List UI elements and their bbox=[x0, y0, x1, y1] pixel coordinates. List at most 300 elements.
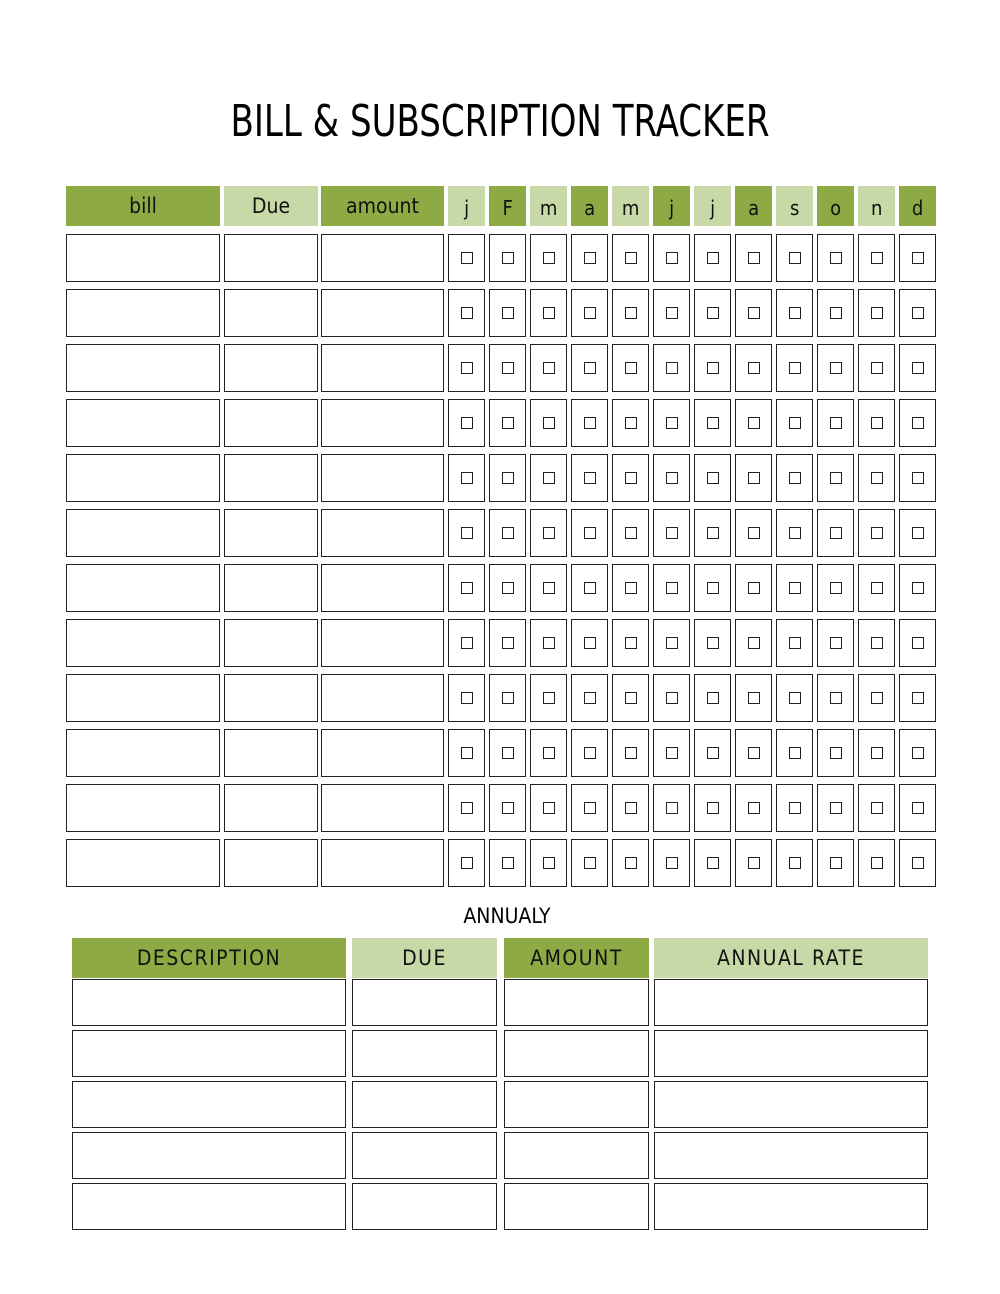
paid-checkbox[interactable] bbox=[830, 527, 842, 539]
paid-checkbox[interactable] bbox=[666, 747, 678, 759]
due-cell[interactable] bbox=[352, 1183, 497, 1230]
paid-checkbox[interactable] bbox=[584, 637, 596, 649]
month-header-7: j bbox=[694, 186, 731, 226]
due-cell[interactable] bbox=[224, 839, 318, 887]
month-cell bbox=[489, 289, 526, 337]
paid-checkbox[interactable] bbox=[789, 252, 801, 264]
paid-checkbox[interactable] bbox=[912, 692, 924, 704]
paid-checkbox[interactable] bbox=[912, 802, 924, 814]
month-cell bbox=[612, 619, 649, 667]
month-cell bbox=[571, 839, 608, 887]
bill-cell[interactable] bbox=[66, 344, 220, 392]
paid-checkbox[interactable] bbox=[543, 692, 555, 704]
month-cell bbox=[735, 454, 772, 502]
month-cell bbox=[612, 674, 649, 722]
paid-checkbox[interactable] bbox=[625, 527, 637, 539]
paid-checkbox[interactable] bbox=[871, 252, 883, 264]
month-cell bbox=[612, 784, 649, 832]
paid-checkbox[interactable] bbox=[461, 637, 473, 649]
paid-checkbox[interactable] bbox=[625, 582, 637, 594]
paid-checkbox[interactable] bbox=[502, 857, 514, 869]
paid-checkbox[interactable] bbox=[830, 307, 842, 319]
month-cell bbox=[899, 784, 936, 832]
month-cell bbox=[817, 234, 854, 282]
month-cell bbox=[530, 454, 567, 502]
due-cell[interactable] bbox=[224, 289, 318, 337]
month-cell bbox=[448, 839, 485, 887]
month-cell bbox=[735, 399, 772, 447]
paid-checkbox[interactable] bbox=[707, 582, 719, 594]
paid-checkbox[interactable] bbox=[789, 802, 801, 814]
month-cell bbox=[858, 839, 895, 887]
due-cell[interactable] bbox=[224, 344, 318, 392]
due-cell[interactable] bbox=[224, 674, 318, 722]
month-cell bbox=[858, 619, 895, 667]
amount-cell[interactable] bbox=[321, 784, 444, 832]
paid-checkbox[interactable] bbox=[666, 582, 678, 594]
paid-checkbox[interactable] bbox=[830, 252, 842, 264]
paid-checkbox[interactable] bbox=[543, 747, 555, 759]
paid-checkbox[interactable] bbox=[871, 417, 883, 429]
month-cell bbox=[776, 674, 813, 722]
due-cell[interactable] bbox=[352, 1132, 497, 1179]
due-cell[interactable] bbox=[352, 979, 497, 1026]
paid-checkbox[interactable] bbox=[789, 362, 801, 374]
month-cell bbox=[448, 619, 485, 667]
month-cell bbox=[571, 729, 608, 777]
paid-checkbox[interactable] bbox=[584, 307, 596, 319]
paid-checkbox[interactable] bbox=[666, 252, 678, 264]
month-cell bbox=[776, 399, 813, 447]
paid-checkbox[interactable] bbox=[502, 472, 514, 484]
due-cell[interactable] bbox=[224, 564, 318, 612]
month-cell bbox=[653, 564, 690, 612]
paid-checkbox[interactable] bbox=[584, 527, 596, 539]
month-cell bbox=[899, 619, 936, 667]
month-cell bbox=[735, 509, 772, 557]
month-cell bbox=[612, 344, 649, 392]
paid-checkbox[interactable] bbox=[625, 857, 637, 869]
paid-checkbox[interactable] bbox=[912, 252, 924, 264]
month-cell bbox=[612, 564, 649, 612]
paid-checkbox[interactable] bbox=[461, 857, 473, 869]
month-cell bbox=[489, 344, 526, 392]
month-cell bbox=[448, 729, 485, 777]
paid-checkbox[interactable] bbox=[543, 857, 555, 869]
paid-checkbox[interactable] bbox=[912, 637, 924, 649]
paid-checkbox[interactable] bbox=[707, 857, 719, 869]
month-cell bbox=[489, 784, 526, 832]
paid-checkbox[interactable] bbox=[502, 802, 514, 814]
month-cell bbox=[735, 784, 772, 832]
month-cell bbox=[530, 729, 567, 777]
paid-checkbox[interactable] bbox=[748, 362, 760, 374]
paid-checkbox[interactable] bbox=[789, 527, 801, 539]
paid-checkbox[interactable] bbox=[871, 307, 883, 319]
paid-checkbox[interactable] bbox=[666, 417, 678, 429]
paid-checkbox[interactable] bbox=[584, 362, 596, 374]
paid-checkbox[interactable] bbox=[625, 472, 637, 484]
month-cell bbox=[735, 619, 772, 667]
amount-cell[interactable] bbox=[321, 344, 444, 392]
month-cell bbox=[448, 344, 485, 392]
paid-checkbox[interactable] bbox=[666, 362, 678, 374]
month-cell bbox=[489, 509, 526, 557]
paid-checkbox[interactable] bbox=[461, 692, 473, 704]
month-cell bbox=[899, 839, 936, 887]
month-cell bbox=[694, 454, 731, 502]
month-cell bbox=[776, 234, 813, 282]
paid-checkbox[interactable] bbox=[830, 857, 842, 869]
month-cell bbox=[858, 564, 895, 612]
paid-checkbox[interactable] bbox=[666, 802, 678, 814]
month-cell bbox=[735, 729, 772, 777]
month-cell bbox=[489, 674, 526, 722]
month-cell bbox=[612, 729, 649, 777]
paid-checkbox[interactable] bbox=[666, 857, 678, 869]
bill-cell[interactable] bbox=[66, 674, 220, 722]
month-cell bbox=[858, 289, 895, 337]
paid-checkbox[interactable] bbox=[912, 362, 924, 374]
paid-checkbox[interactable] bbox=[502, 637, 514, 649]
month-cell bbox=[448, 454, 485, 502]
paid-checkbox[interactable] bbox=[584, 802, 596, 814]
paid-checkbox[interactable] bbox=[543, 582, 555, 594]
due-cell[interactable] bbox=[224, 509, 318, 557]
due-cell[interactable] bbox=[224, 619, 318, 667]
paid-checkbox[interactable] bbox=[871, 692, 883, 704]
paid-checkbox[interactable] bbox=[502, 692, 514, 704]
paid-checkbox[interactable] bbox=[748, 802, 760, 814]
paid-checkbox[interactable] bbox=[502, 307, 514, 319]
paid-checkbox[interactable] bbox=[748, 637, 760, 649]
paid-checkbox[interactable] bbox=[625, 802, 637, 814]
paid-checkbox[interactable] bbox=[461, 362, 473, 374]
amount-cell[interactable] bbox=[504, 979, 649, 1026]
paid-checkbox[interactable] bbox=[789, 692, 801, 704]
due-cell[interactable] bbox=[352, 1081, 497, 1128]
paid-checkbox[interactable] bbox=[666, 637, 678, 649]
bill-cell[interactable] bbox=[66, 509, 220, 557]
paid-checkbox[interactable] bbox=[543, 417, 555, 429]
paid-checkbox[interactable] bbox=[830, 417, 842, 429]
month-cell bbox=[776, 454, 813, 502]
paid-checkbox[interactable] bbox=[707, 637, 719, 649]
paid-checkbox[interactable] bbox=[502, 527, 514, 539]
paid-checkbox[interactable] bbox=[543, 252, 555, 264]
paid-checkbox[interactable] bbox=[584, 417, 596, 429]
paid-checkbox[interactable] bbox=[789, 472, 801, 484]
month-cell bbox=[899, 509, 936, 557]
annual-header-annual-rate: ANNUAL RATE bbox=[654, 938, 928, 978]
paid-checkbox[interactable] bbox=[461, 252, 473, 264]
paid-checkbox[interactable] bbox=[830, 362, 842, 374]
bill-cell[interactable] bbox=[66, 784, 220, 832]
month-cell bbox=[817, 729, 854, 777]
paid-checkbox[interactable] bbox=[912, 527, 924, 539]
description-cell[interactable] bbox=[72, 1183, 346, 1230]
month-cell bbox=[612, 509, 649, 557]
month-cell bbox=[653, 509, 690, 557]
paid-checkbox[interactable] bbox=[707, 527, 719, 539]
paid-checkbox[interactable] bbox=[666, 527, 678, 539]
paid-checkbox[interactable] bbox=[789, 307, 801, 319]
description-cell[interactable] bbox=[72, 1081, 346, 1128]
paid-checkbox[interactable] bbox=[502, 362, 514, 374]
paid-checkbox[interactable] bbox=[748, 252, 760, 264]
paid-checkbox[interactable] bbox=[625, 362, 637, 374]
paid-checkbox[interactable] bbox=[707, 472, 719, 484]
paid-checkbox[interactable] bbox=[912, 747, 924, 759]
paid-checkbox[interactable] bbox=[789, 417, 801, 429]
paid-checkbox[interactable] bbox=[707, 417, 719, 429]
paid-checkbox[interactable] bbox=[748, 857, 760, 869]
paid-checkbox[interactable] bbox=[584, 692, 596, 704]
description-cell[interactable] bbox=[72, 1030, 346, 1077]
paid-checkbox[interactable] bbox=[748, 747, 760, 759]
paid-checkbox[interactable] bbox=[871, 637, 883, 649]
month-cell bbox=[858, 454, 895, 502]
amount-cell[interactable] bbox=[321, 619, 444, 667]
bill-cell[interactable] bbox=[66, 289, 220, 337]
bill-cell[interactable] bbox=[66, 399, 220, 447]
month-cell bbox=[858, 674, 895, 722]
paid-checkbox[interactable] bbox=[912, 417, 924, 429]
paid-checkbox[interactable] bbox=[461, 472, 473, 484]
paid-checkbox[interactable] bbox=[830, 472, 842, 484]
month-cell bbox=[612, 454, 649, 502]
paid-checkbox[interactable] bbox=[543, 637, 555, 649]
amount-cell[interactable] bbox=[321, 234, 444, 282]
month-cell bbox=[571, 619, 608, 667]
paid-checkbox[interactable] bbox=[748, 692, 760, 704]
paid-checkbox[interactable] bbox=[502, 252, 514, 264]
month-cell bbox=[694, 674, 731, 722]
paid-checkbox[interactable] bbox=[830, 582, 842, 594]
due-cell[interactable] bbox=[224, 729, 318, 777]
month-cell bbox=[776, 509, 813, 557]
paid-checkbox[interactable] bbox=[584, 252, 596, 264]
paid-checkbox[interactable] bbox=[707, 307, 719, 319]
paid-checkbox[interactable] bbox=[666, 692, 678, 704]
paid-checkbox[interactable] bbox=[666, 472, 678, 484]
month-header-12: d bbox=[899, 186, 936, 226]
paid-checkbox[interactable] bbox=[543, 472, 555, 484]
month-cell bbox=[571, 674, 608, 722]
amount-cell[interactable] bbox=[321, 509, 444, 557]
paid-checkbox[interactable] bbox=[502, 747, 514, 759]
month-cell bbox=[653, 729, 690, 777]
paid-checkbox[interactable] bbox=[748, 307, 760, 319]
amount-cell[interactable] bbox=[321, 674, 444, 722]
paid-checkbox[interactable] bbox=[625, 252, 637, 264]
month-cell bbox=[530, 839, 567, 887]
month-cell bbox=[694, 344, 731, 392]
paid-checkbox[interactable] bbox=[748, 472, 760, 484]
paid-checkbox[interactable] bbox=[912, 472, 924, 484]
month-cell bbox=[694, 399, 731, 447]
amount-cell[interactable] bbox=[321, 729, 444, 777]
annual-rate-cell[interactable] bbox=[654, 1132, 928, 1179]
month-cell bbox=[571, 564, 608, 612]
month-cell bbox=[694, 509, 731, 557]
month-cell bbox=[817, 454, 854, 502]
month-cell bbox=[817, 509, 854, 557]
paid-checkbox[interactable] bbox=[871, 362, 883, 374]
month-cell bbox=[653, 674, 690, 722]
month-cell bbox=[489, 234, 526, 282]
amount-cell[interactable] bbox=[321, 289, 444, 337]
month-cell bbox=[899, 564, 936, 612]
month-cell bbox=[571, 399, 608, 447]
paid-checkbox[interactable] bbox=[789, 637, 801, 649]
paid-checkbox[interactable] bbox=[912, 307, 924, 319]
month-header-2: F bbox=[489, 186, 526, 226]
month-cell bbox=[571, 784, 608, 832]
month-cell bbox=[899, 289, 936, 337]
month-cell bbox=[489, 454, 526, 502]
paid-checkbox[interactable] bbox=[543, 307, 555, 319]
amount-cell[interactable] bbox=[504, 1030, 649, 1077]
paid-checkbox[interactable] bbox=[748, 582, 760, 594]
paid-checkbox[interactable] bbox=[871, 802, 883, 814]
paid-checkbox[interactable] bbox=[707, 362, 719, 374]
paid-checkbox[interactable] bbox=[789, 857, 801, 869]
month-cell bbox=[653, 454, 690, 502]
paid-checkbox[interactable] bbox=[707, 747, 719, 759]
bill-cell[interactable] bbox=[66, 234, 220, 282]
month-cell bbox=[571, 344, 608, 392]
paid-checkbox[interactable] bbox=[707, 802, 719, 814]
due-cell[interactable] bbox=[224, 784, 318, 832]
month-cell bbox=[776, 839, 813, 887]
month-cell bbox=[653, 234, 690, 282]
paid-checkbox[interactable] bbox=[461, 307, 473, 319]
description-cell[interactable] bbox=[72, 979, 346, 1026]
month-cell bbox=[694, 619, 731, 667]
annual-rate-cell[interactable] bbox=[654, 1183, 928, 1230]
paid-checkbox[interactable] bbox=[502, 417, 514, 429]
column-header-due: Due bbox=[224, 186, 318, 226]
paid-checkbox[interactable] bbox=[461, 582, 473, 594]
amount-cell[interactable] bbox=[321, 399, 444, 447]
amount-cell[interactable] bbox=[504, 1183, 649, 1230]
month-cell bbox=[448, 234, 485, 282]
month-cell bbox=[899, 454, 936, 502]
month-cell bbox=[735, 839, 772, 887]
month-header-4: a bbox=[571, 186, 608, 226]
paid-checkbox[interactable] bbox=[543, 527, 555, 539]
due-cell[interactable] bbox=[224, 454, 318, 502]
month-cell bbox=[530, 564, 567, 612]
paid-checkbox[interactable] bbox=[748, 527, 760, 539]
paid-checkbox[interactable] bbox=[625, 417, 637, 429]
bill-cell[interactable] bbox=[66, 839, 220, 887]
column-header-bill: bill bbox=[66, 186, 220, 226]
paid-checkbox[interactable] bbox=[625, 692, 637, 704]
month-cell bbox=[530, 234, 567, 282]
bill-cell[interactable] bbox=[66, 729, 220, 777]
month-cell bbox=[489, 399, 526, 447]
paid-checkbox[interactable] bbox=[666, 307, 678, 319]
annual-rate-cell[interactable] bbox=[654, 1081, 928, 1128]
amount-cell[interactable] bbox=[504, 1132, 649, 1179]
paid-checkbox[interactable] bbox=[789, 747, 801, 759]
paid-checkbox[interactable] bbox=[748, 417, 760, 429]
paid-checkbox[interactable] bbox=[584, 747, 596, 759]
month-cell bbox=[530, 784, 567, 832]
paid-checkbox[interactable] bbox=[625, 747, 637, 759]
paid-checkbox[interactable] bbox=[830, 747, 842, 759]
month-cell bbox=[858, 784, 895, 832]
paid-checkbox[interactable] bbox=[707, 252, 719, 264]
month-header-9: s bbox=[776, 186, 813, 226]
paid-checkbox[interactable] bbox=[625, 307, 637, 319]
month-cell bbox=[489, 729, 526, 777]
month-cell bbox=[735, 289, 772, 337]
month-cell bbox=[817, 674, 854, 722]
month-cell bbox=[530, 674, 567, 722]
paid-checkbox[interactable] bbox=[871, 472, 883, 484]
amount-cell[interactable] bbox=[321, 454, 444, 502]
paid-checkbox[interactable] bbox=[871, 747, 883, 759]
month-cell bbox=[694, 784, 731, 832]
month-header-1: j bbox=[448, 186, 485, 226]
amount-cell[interactable] bbox=[321, 839, 444, 887]
paid-checkbox[interactable] bbox=[584, 582, 596, 594]
due-cell[interactable] bbox=[224, 399, 318, 447]
month-cell bbox=[653, 619, 690, 667]
paid-checkbox[interactable] bbox=[912, 582, 924, 594]
description-cell[interactable] bbox=[72, 1132, 346, 1179]
annual-section-title: ANNUALY bbox=[463, 904, 551, 928]
paid-checkbox[interactable] bbox=[871, 582, 883, 594]
amount-cell[interactable] bbox=[321, 564, 444, 612]
paid-checkbox[interactable] bbox=[912, 857, 924, 869]
due-cell[interactable] bbox=[352, 1030, 497, 1077]
month-header-3: m bbox=[530, 186, 567, 226]
paid-checkbox[interactable] bbox=[543, 362, 555, 374]
paid-checkbox[interactable] bbox=[625, 637, 637, 649]
paid-checkbox[interactable] bbox=[584, 857, 596, 869]
amount-cell[interactable] bbox=[504, 1081, 649, 1128]
paid-checkbox[interactable] bbox=[461, 417, 473, 429]
paid-checkbox[interactable] bbox=[502, 582, 514, 594]
paid-checkbox[interactable] bbox=[830, 692, 842, 704]
month-cell bbox=[817, 289, 854, 337]
paid-checkbox[interactable] bbox=[830, 637, 842, 649]
month-cell bbox=[817, 344, 854, 392]
annual-rate-cell[interactable] bbox=[654, 979, 928, 1026]
paid-checkbox[interactable] bbox=[871, 527, 883, 539]
paid-checkbox[interactable] bbox=[584, 472, 596, 484]
paid-checkbox[interactable] bbox=[461, 802, 473, 814]
paid-checkbox[interactable] bbox=[830, 802, 842, 814]
bill-cell[interactable] bbox=[66, 619, 220, 667]
paid-checkbox[interactable] bbox=[789, 582, 801, 594]
month-cell bbox=[735, 344, 772, 392]
annual-rate-cell[interactable] bbox=[654, 1030, 928, 1077]
paid-checkbox[interactable] bbox=[707, 692, 719, 704]
paid-checkbox[interactable] bbox=[871, 857, 883, 869]
bill-cell[interactable] bbox=[66, 454, 220, 502]
due-cell[interactable] bbox=[224, 234, 318, 282]
bill-cell[interactable] bbox=[66, 564, 220, 612]
paid-checkbox[interactable] bbox=[543, 802, 555, 814]
paid-checkbox[interactable] bbox=[461, 527, 473, 539]
month-cell bbox=[448, 564, 485, 612]
paid-checkbox[interactable] bbox=[461, 747, 473, 759]
